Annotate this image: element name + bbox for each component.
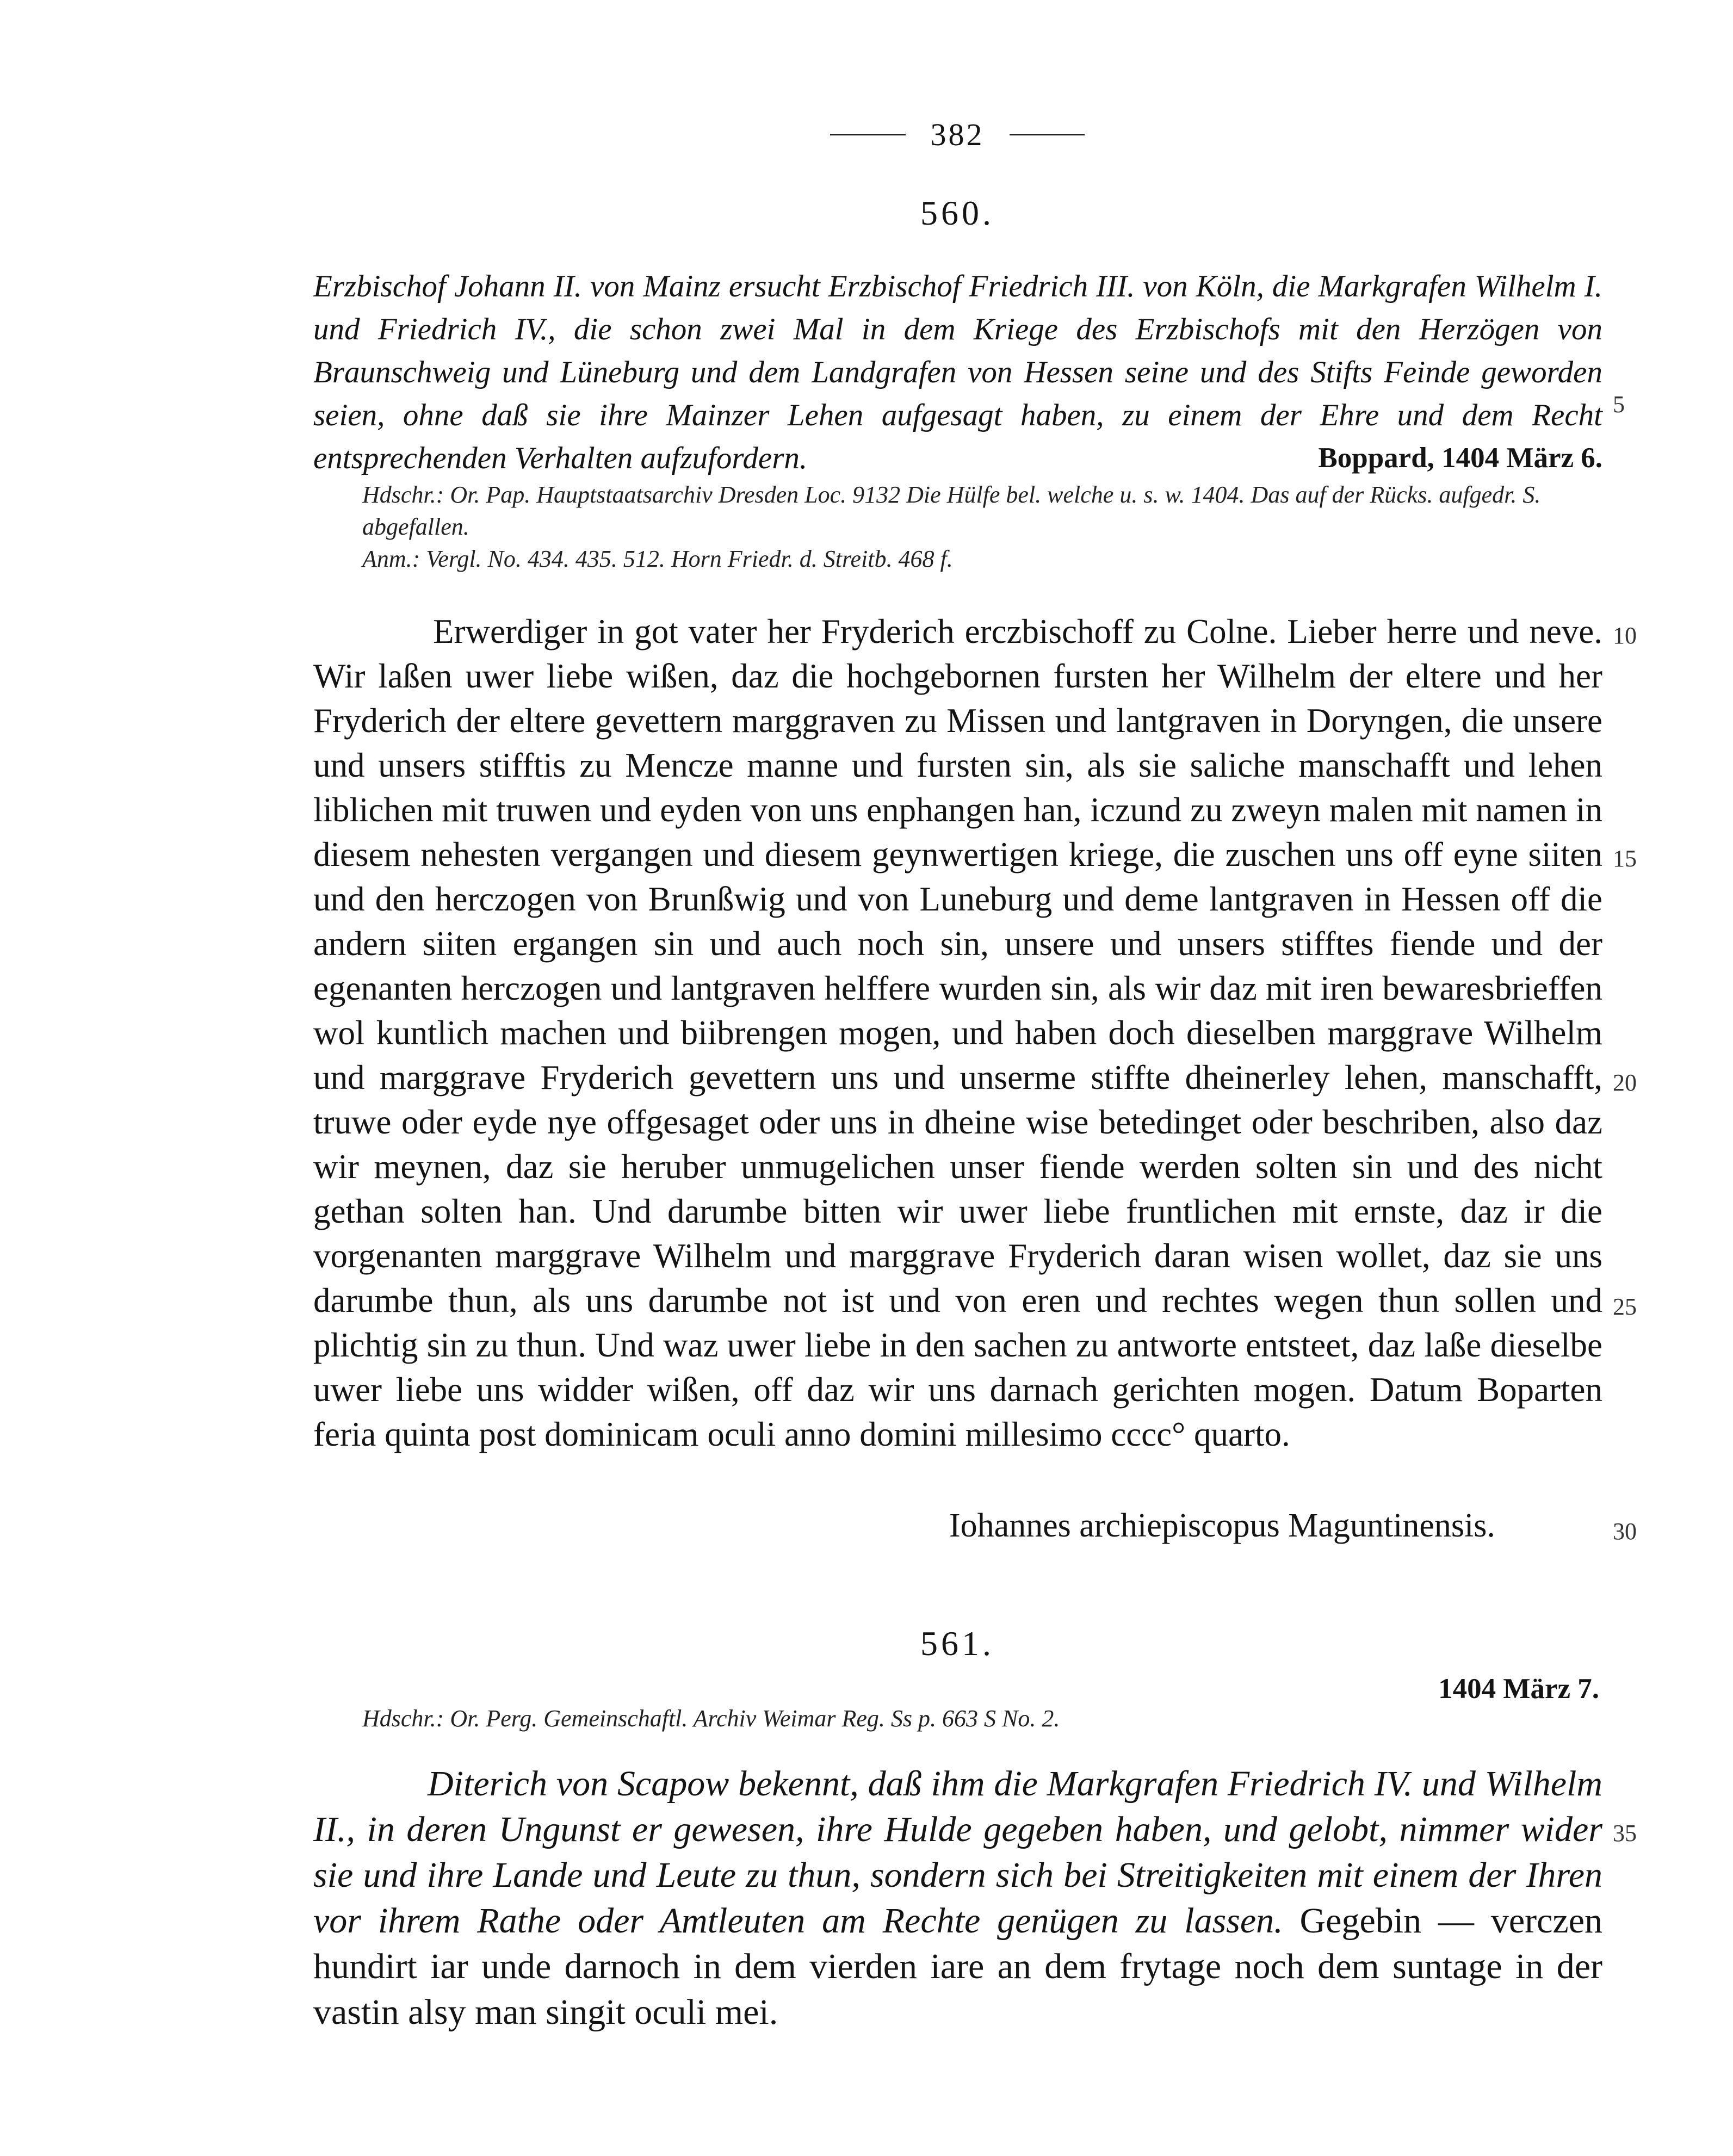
page-number: 382: [930, 116, 985, 152]
document-text-561: Gegebin — verczen hundirt iar unde darnoch in dem vierden iare an dem frytage noch dem suntage in der vastin alsy man singit oculi mei.: [313, 1901, 1602, 2032]
regest-561: [313, 1761, 1602, 2035]
document-number-561: 561.: [920, 1624, 994, 1663]
line-number: 25: [1613, 1293, 1637, 1320]
signature: Iohannes archiepiscopus Maguntinensis.: [949, 1507, 1495, 1544]
annotation-note: Anm.: Vergl. No. 434. 435. 512. Horn Friedr. d. Streitb. 468 f.: [362, 546, 953, 572]
place-date: Boppard, 1404 März 6.: [1318, 442, 1602, 474]
running-head: [805, 115, 1110, 153]
document-number-560: 560.: [920, 194, 994, 232]
source-notes-561: [362, 1702, 1608, 1734]
line-number: 10: [1613, 622, 1637, 649]
header-rule-right: [1010, 134, 1085, 135]
document-text-560: [313, 609, 1602, 1457]
manuscript-note: Hdschr.: Or. Pap. Hauptstaatsarchiv Dresden Loc. 9132 Die Hülfe bel. welche u. s. w. 1404. Das auf der Rücks. aufgedr. S. abgefallen.: [362, 481, 1541, 540]
manuscript-note-561: Hdschr.: Or. Perg. Gemeinschaftl. Archiv Weimar Reg. Ss p. 663 S No. 2.: [362, 1705, 1060, 1732]
line-number: 30: [1613, 1518, 1637, 1545]
regest-text: Erzbischof Johann II. von Mainz ersucht Erzbischof Friedrich III. von Köln, die Markgrafen Wilhelm I. und Friedrich IV., die schon zwei Mal in dem Kriege des Erzbischofs mit den Herzögen von Braunschweig und Lüneburg und dem Landgrafen von Hessen seine und des Stifts Feinde geworden seien, ohne daß sie ihre Mainzer Lehen aufgesagt haben, zu einem der Ehre und dem Recht entsprechenden Verhalten aufzufordern.: [313, 269, 1602, 475]
date-561: 1404 März 7.: [1438, 1673, 1599, 1705]
line-number: 20: [1613, 1069, 1637, 1096]
line-number: 15: [1613, 845, 1637, 872]
regest-text-561: Diterich von Scapow bekennt, daß ihm die Markgrafen Friedrich IV. und Wilhelm II., in deren Ungunst er gewesen, ihre Hulde gegeben haben, und gelobt, nimmer wider sie und ihre Lande und Leute zu thun, sondern sich bei Streitigkeiten mit einem der Ihren vor ihrem Rathe oder Amtleuten am Rechte genügen zu lassen.: [313, 1764, 1602, 1941]
source-notes-560: [362, 479, 1608, 575]
line-number: 5: [1613, 391, 1625, 418]
line-number: 35: [1613, 1820, 1637, 1847]
regest-560: [313, 265, 1602, 480]
letter-text: Erwerdiger in got vater her Fryderich erczbischoff zu Colne. Lieber herre und neve. Wir laßen uwer liebe wißen, daz die hochgebornen fursten her Wilhelm der eltere und her Fryderich der eltere gevettern marggraven zu Missen und lantgraven in Doryngen, die unsere und unsers stifftis zu Mencze manne und fursten sin, als sie saliche manschafft und lehen liblichen mit truwen und eyden von uns enphangen han, iczund zu zweyn malen mit namen in diesem nehesten vergangen und diesem geynwertigen kriege, die zuschen uns off eyne siiten und den herczogen von Brunßwig und von Luneburg und deme lantgraven in Hessen off die andern siiten ergangen sin und auch noch sin, unsere und unsers stifftes fiende und der egenanten herczogen und lantgraven helffere wurden sin, als wir daz mit iren bewaresbrieffen wol kuntlich machen und biibrengen mogen, und haben doch dieselben marggrave Wilhelm und marggrave Fryderich gevettern uns und unserme stiffte dheinerley lehen, manschafft, truwe oder eyde nye offgesaget oder uns in dheine wise betedinget oder beschriben, also daz wir meynen, daz sie heruber unmugelichen unser fiende werden solten sin und des nicht gethan solten han. Und darumbe bitten wir uwer liebe fruntlichen mit ernste, daz ir die vorgenanten marggrave Wilhelm und marggrave Fryderich daran wisen wollet, daz sie uns darumbe thun, als uns darumbe not ist und von eren und rechtes wegen thun sollen und plichtig sin zu thun. Und waz uwer liebe in den sachen zu antworte entsteet, daz laße dieselbe uwer liebe uns widder wißen, off daz wir uns darnach gerichten mogen. Datum Boparten feria quinta post dominicam oculi anno domini millesimo cccc° quarto.: [313, 612, 1602, 1453]
header-rule-left: [830, 134, 906, 135]
